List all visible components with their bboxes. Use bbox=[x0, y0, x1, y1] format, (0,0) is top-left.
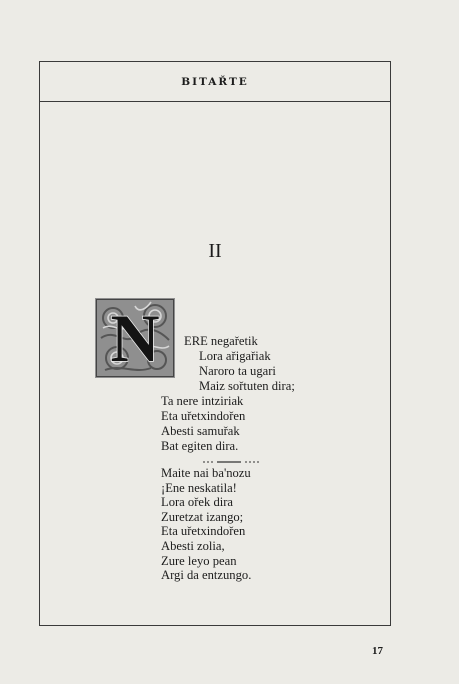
chapter-numeral: II bbox=[208, 240, 222, 262]
poem-line: Maiz sořtuten dira; bbox=[199, 379, 295, 393]
poem-line: Eta uřetxindořen bbox=[161, 524, 246, 539]
stanza-separator bbox=[201, 458, 261, 466]
poem-line: Maite nai ba'nozu bbox=[161, 466, 251, 480]
running-head: BITAŘTE bbox=[181, 76, 249, 88]
poem-line: Eta uřetxindořen bbox=[161, 409, 246, 423]
poem-line: Zuretzat izango; bbox=[161, 509, 244, 524]
stanza-1 bbox=[161, 334, 295, 454]
poem-line: Argi da entzungo. bbox=[161, 568, 252, 583]
poem-line: Naroro ta ugari bbox=[199, 364, 276, 378]
poem-line: Ta nere intziriak bbox=[161, 394, 244, 408]
drop-cap-letter: N bbox=[110, 300, 160, 376]
poem-line: ERE negařetik bbox=[184, 334, 258, 348]
stanza-2 bbox=[161, 466, 251, 583]
poem-line: Zure leyo pean bbox=[161, 553, 237, 568]
poem-line: Lora ařigařiak bbox=[199, 349, 271, 363]
poem-line: Abesti zolia, bbox=[161, 538, 225, 553]
poem-line: ¡Ene neskatila! bbox=[161, 480, 237, 495]
page-number: 17 bbox=[372, 645, 383, 657]
page-frame bbox=[39, 61, 391, 626]
header-rule bbox=[40, 101, 390, 102]
poem-line: Lora ořek dira bbox=[161, 495, 234, 510]
poem-line: Abesti samuřak bbox=[161, 424, 240, 438]
poem-line: Bat egiten dira. bbox=[161, 439, 239, 453]
